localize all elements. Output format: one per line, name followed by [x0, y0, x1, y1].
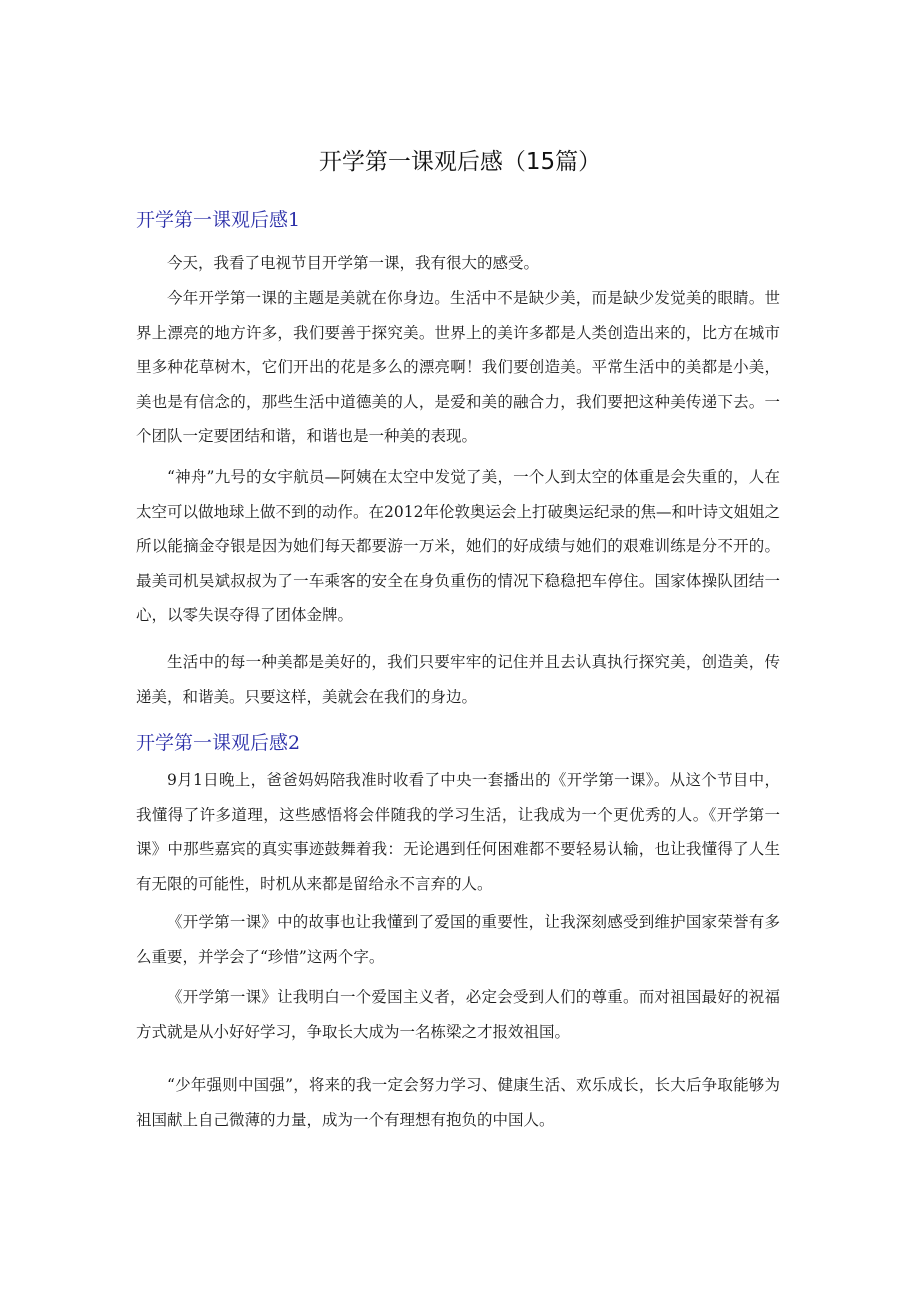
paragraph: 9月1日晚上，爸爸妈妈陪我准时收看了中央一套播出的《开学第一课》。从这个节目中，我懂得了许多道理，这些感悟将会伴随我的学习生活，让我成为一个更优秀的人。《开学第一课》中那些嘉宾的真实事迹鼓舞着我：无论遇到任何困难都不要轻易认输，也让我懂得了人生有无限的可能性，时机从来都是留给永不言弃的人。	[136, 771, 780, 893]
paragraph: 生活中的每一种美都是美好的，我们只要牢牢的记住并且去认真执行探究美，创造美，传递美，和谐美。只要这样，美就会在我们的身边。	[136, 653, 780, 706]
paragraph: 《开学第一课》让我明白一个爱国主义者，必定会受到人们的尊重。而对祖国最好的祝福方式就是从小好好学习，争取长大成为一名栋梁之才报效祖国。	[136, 988, 780, 1041]
paragraph: “少年强则中国强”，将来的我一定会努力学习、健康生活、欢乐成长，长大后争取能够为祖国献上自己微薄的力量，成为一个有理想有抱负的中国人。	[136, 1076, 780, 1129]
section-heading-2: 开学第一课观后感2	[136, 732, 301, 754]
document-title: 开学第一课观后感（15篇）	[318, 149, 602, 175]
paragraph: 《开学第一课》中的故事也让我懂到了爱国的重要性，让我深刻感受到维护国家荣誉有多么重要，并学会了“珍惜”这两个字。	[136, 913, 780, 966]
paragraph: 今年开学第一课的主题是美就在你身边。生活中不是缺少美，而是缺少发觉美的眼睛。世界上漂亮的地方许多，我们要善于探究美。世界上的美许多都是人类创造出来的，比方在城市里多种花草树木，它们开出的花是多么的漂亮啊！我们要创造美。平常生活中的美都是小美，美也是有信念的，那些生活中道德美的人，是爱和美的融合力，我们要把这种美传递下去。一个团队一定要团结和谐，和谐也是一种美的表现。	[136, 289, 780, 446]
section-heading-1: 开学第一课观后感1	[136, 209, 301, 231]
paragraph: 今天，我看了电视节目开学第一课，我有很大的感受。	[167, 254, 540, 272]
paragraph: “神舟”九号的女宇航员—阿姨在太空中发觉了美，一个人到太空的体重是会失重的，人在太空可以做地球上做不到的动作。在2012年伦敦奥运会上打破奥运纪录的焦—和叶诗文姐姐之所以能摘金夺银是因为她们每天都要游一万米，她们的好成绩与她们的艰难训练是分不开的。最美司机吴斌叔叔为了一车乘客的安全在身负重伤的情况下稳稳把车停住。国家体操队团结一心，以零失误夺得了团体金牌。	[136, 468, 780, 625]
